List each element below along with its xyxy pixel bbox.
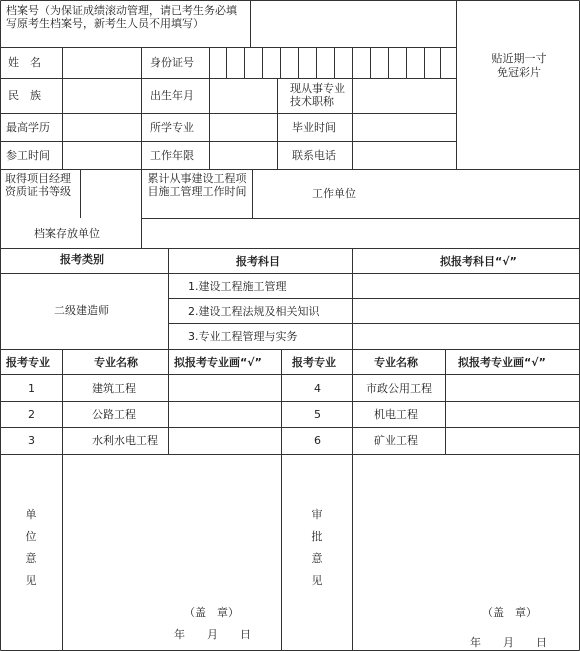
ethnicity-label: 民 族 xyxy=(8,89,41,102)
subject-1: 1.建设工程施工管理 xyxy=(188,280,287,293)
tech-title-label: 现从事专业技术职称 xyxy=(290,82,345,108)
spec-row-3-name-left: 水利水电工程 xyxy=(92,434,158,447)
seal-right: （盖 章） xyxy=(482,606,537,619)
subject-2: 2.建设工程法规及相关知识 xyxy=(188,305,320,318)
name-label: 姓 名 xyxy=(8,56,41,69)
spec-row-3-no-right: 6 xyxy=(314,434,321,447)
major-label: 所学专业 xyxy=(150,121,194,134)
cumulative-time-label: 累计从事建设工程项目施工管理工作时间 xyxy=(147,172,247,198)
spec-row-1-no-right: 4 xyxy=(314,382,321,395)
spec-header-name-left: 专业名称 xyxy=(94,356,138,369)
work-start-label: 参工时间 xyxy=(6,149,50,162)
spec-header-no-right: 报考专业 xyxy=(292,356,336,369)
subject-header: 报考科目 xyxy=(236,255,280,268)
seal-left: （盖 章） xyxy=(184,606,239,619)
spec-row-1-no-left: 1 xyxy=(28,382,35,395)
photo-label: 贴近期一寸免冠彩片 xyxy=(491,52,547,79)
work-years-label: 工作年限 xyxy=(150,149,194,162)
spec-header-check-right: 拟报考专业画“√” xyxy=(458,356,546,369)
spec-header-check-left: 拟报考专业画“√” xyxy=(174,356,262,369)
review-opinion-label: 审批意见 xyxy=(311,508,323,587)
spec-header-name-right: 专业名称 xyxy=(374,356,418,369)
archive-number-label: 档案号（为保证成绩滚动管理，请已考生务必填写原考生档案号，新考生人员不用填写） xyxy=(6,4,237,30)
spec-row-1-name-right: 市政公用工程 xyxy=(366,382,432,395)
category-header: 报考类别 xyxy=(60,253,104,266)
date-left: 年 月 日 xyxy=(174,628,251,641)
archive-location-label: 档案存放单位 xyxy=(34,227,100,240)
spec-row-3-name-right: 矿业工程 xyxy=(374,434,418,447)
id-number-label: 身份证号 xyxy=(150,56,194,69)
education-label: 最高学历 xyxy=(6,121,50,134)
spec-row-3-no-left: 3 xyxy=(28,434,35,447)
check-header: 拟报考科目“√” xyxy=(440,255,517,268)
pm-cert-label: 取得项目经理资质证书等级 xyxy=(5,172,71,198)
date-right: 年 月 日 xyxy=(470,636,547,649)
employer-label: 工作单位 xyxy=(312,187,356,200)
spec-row-1-name-left: 建筑工程 xyxy=(92,382,136,395)
phone-label: 联系电话 xyxy=(292,149,336,162)
birth-date-label: 出生年月 xyxy=(150,89,194,102)
subject-3: 3.专业工程管理与实务 xyxy=(188,330,298,343)
spec-row-2-no-right: 5 xyxy=(314,408,321,421)
spec-row-2-name-right: 机电工程 xyxy=(374,408,418,421)
category-value: 二级建造师 xyxy=(54,304,109,317)
spec-row-2-no-left: 2 xyxy=(28,408,35,421)
spec-header-no-left: 报考专业 xyxy=(6,356,50,369)
graduation-time-label: 毕业时间 xyxy=(292,121,336,134)
unit-opinion-label: 单位意见 xyxy=(25,508,37,587)
spec-row-2-name-left: 公路工程 xyxy=(92,408,136,421)
